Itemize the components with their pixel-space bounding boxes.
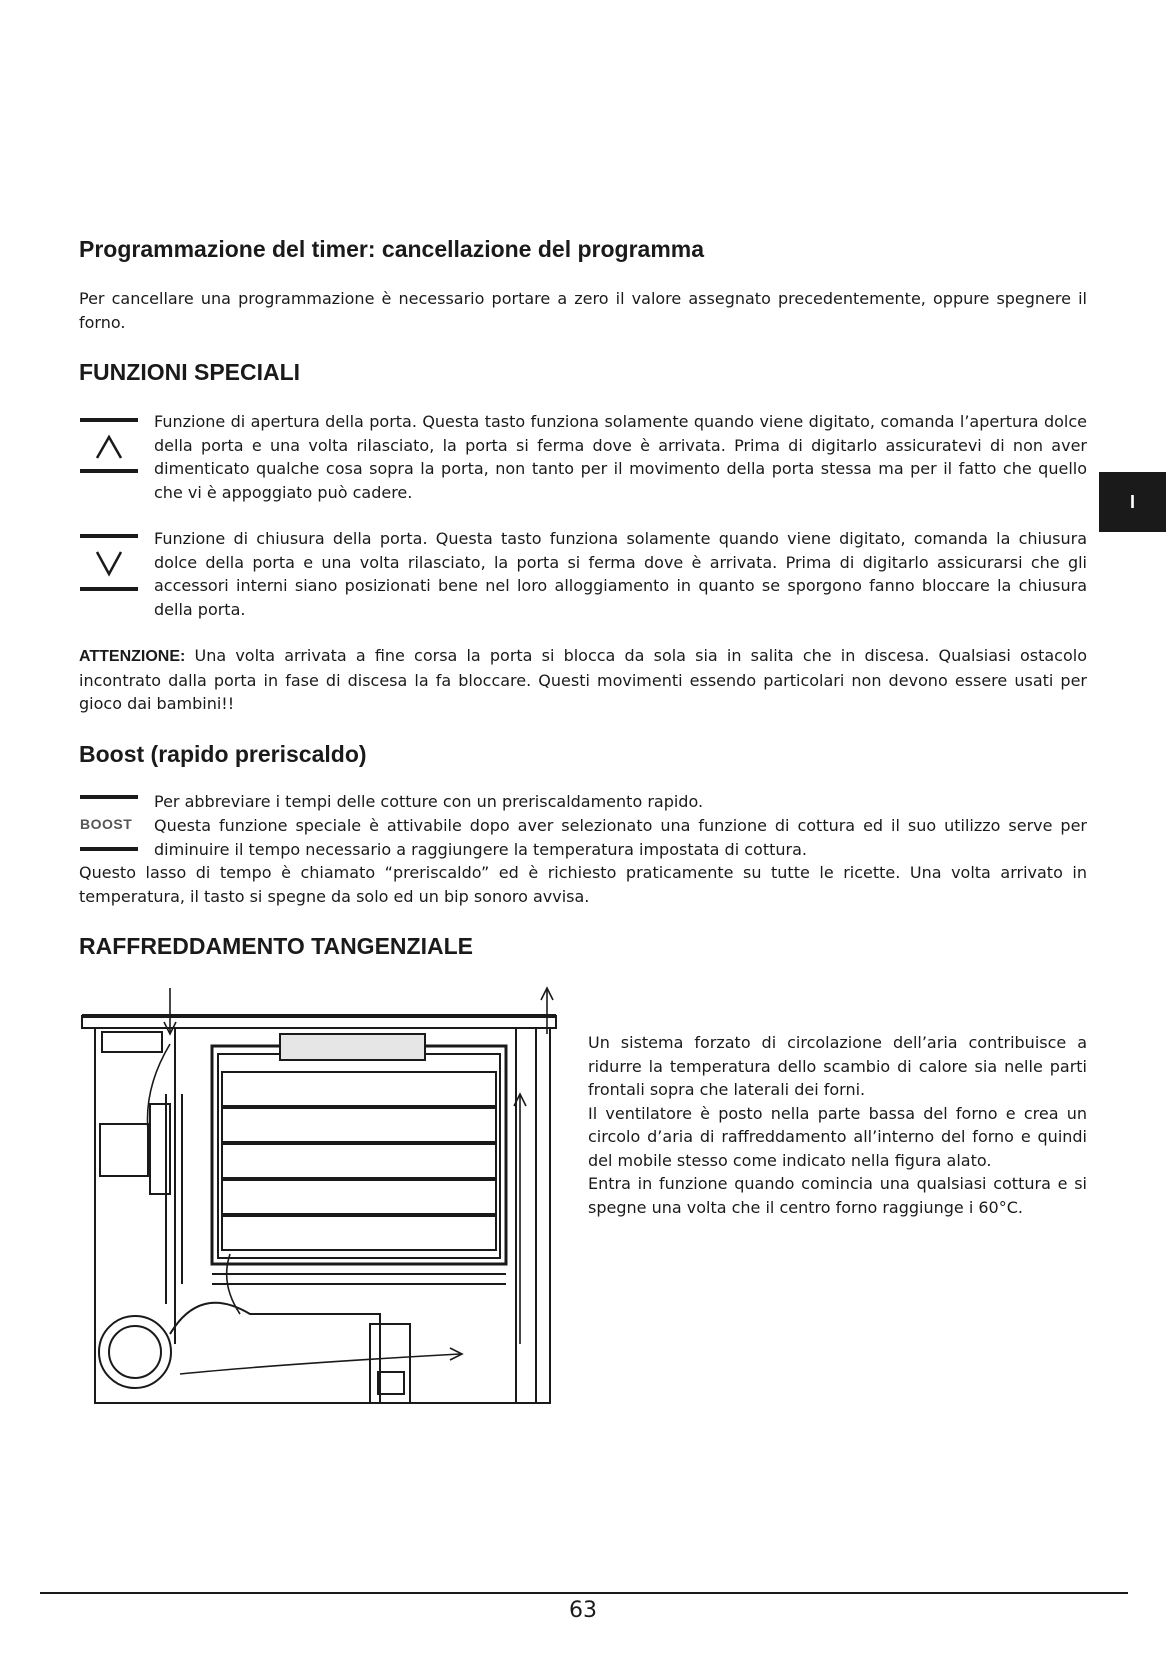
boost-section-title: Boost (rapido preriscaldo) bbox=[79, 741, 367, 767]
boost-line-2: Questa funzione speciale è attivabile dopo aver selezionato una funzione di cottura ed il suo utilizzo serve per diminuire il tempo necessario a raggiungere la temperatura impostata di cottura. bbox=[154, 816, 1087, 859]
timer-section-body: Per cancellare una programmazione è necessario portare a zero il valore assegnato precedentemente, oppure spegnere il forno. bbox=[79, 289, 1087, 332]
timer-section-title: Programmazione del timer: cancellazione del programma bbox=[79, 236, 705, 262]
cooling-section-title: RAFFREDDAMENTO TANGENZIALE bbox=[79, 933, 473, 959]
cooling-description bbox=[588, 1031, 1087, 1219]
footer-rule bbox=[40, 1592, 1128, 1594]
boost-icon bbox=[80, 793, 138, 855]
cooling-paragraph-1: Un sistema forzato di circolazione dell’aria contribuisce a ridurre la temperatura dello scambio di calore sia nelle parti frontali sopra che laterali dei forni. bbox=[588, 1033, 1087, 1099]
cooling-paragraph-3: Entra in funzione quando comincia una qualsiasi cottura e si spegne una volta che il centro forno raggiunge i 60°C. bbox=[588, 1174, 1087, 1217]
warning-label: ATTENZIONE: bbox=[79, 648, 186, 665]
boost-icon-label: BOOST bbox=[80, 816, 133, 832]
door-close-description: Funzione di chiusura della porta. Questa tasto funziona solamente quando viene digitato, comanda la chiusura dolce della porta e una volta rilasciato, la porta si ferma dove è arrivata. Prima di digitarlo assicurarsi che gli accessori interni siano posizionati bene nel loro alloggiamento in quanto se sporgono fanno bloccare la chiusura della porta. bbox=[154, 529, 1087, 619]
cooling-paragraph-2: Il ventilatore è posto nella parte bassa del forno e crea un circolo d’aria di raffreddamento all’interno del forno e quindi del mobile stesso come indicato nella figura alato. bbox=[588, 1103, 1087, 1170]
warning-paragraph bbox=[79, 644, 1087, 716]
door-open-description: Funzione di apertura della porta. Questa tasto funziona solamente quando viene digitato, comanda l’apertura dolce della porta e una volta rilasciato, la porta si ferma dove è arrivata. Prima di digitarlo assicuratevi di non aver dimenticato qualche cosa sopra la porta, non tanto per il movimento della porta stessa ma per il fatto che quello che vi è appoggiato può cadere. bbox=[154, 412, 1087, 502]
boost-line-3: Questo lasso di tempo è chiamato “preriscaldo” ed è richiesto praticamente su tutte le ricette. Una volta arrivato in temperatura, il tasto si spegne da solo ed un bip sonoro avvisa. bbox=[79, 863, 1087, 906]
door-close-icon bbox=[80, 532, 138, 596]
warning-text: Una volta arrivata a fine corsa la porta si blocca da sola sia in salita che in discesa. Qualsiasi ostacolo incontrato dalla porta in fase di discesa la fa bloccare. Questi movimenti essendo particolari non devono essere usati per gioco dai bambini!! bbox=[79, 646, 1087, 713]
boost-line-1: Per abbreviare i tempi delle cotture con un preriscaldamento rapido. bbox=[154, 792, 704, 811]
page-number: 63 bbox=[569, 1598, 597, 1623]
cooling-airflow-diagram bbox=[80, 984, 576, 1434]
door-open-icon bbox=[80, 416, 138, 476]
language-tab: I bbox=[1099, 472, 1166, 532]
special-functions-title: FUNZIONI SPECIALI bbox=[79, 359, 301, 385]
